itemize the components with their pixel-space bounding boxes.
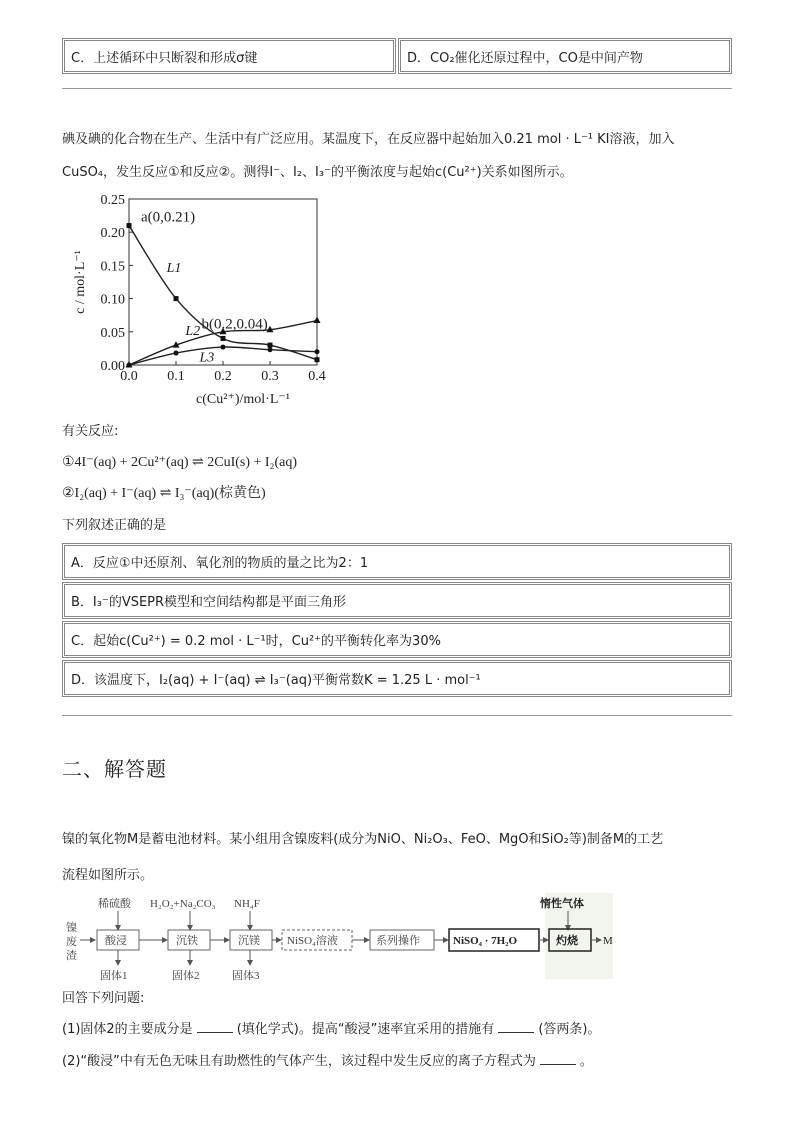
x-tick-label: 0.3 <box>261 369 279 384</box>
flow-start-1: 镍 <box>66 922 77 934</box>
process-flow-diagram <box>62 893 622 988</box>
flow-step-1: 酸浸 <box>105 935 127 947</box>
flow-step-3: 沉镁 <box>238 935 260 947</box>
y-tick-label: 0.15 <box>100 259 125 275</box>
point-L3 <box>127 363 132 368</box>
option-c[interactable]: C．起始c(Cu²⁺) = 0.2 mol · L⁻¹时，Cu²⁺的平衡转化率为30% <box>62 621 732 658</box>
solid-3: 固体3 <box>232 970 260 982</box>
y-tick-label: 0.10 <box>100 292 125 308</box>
reagent-1: 稀硫酸 <box>98 898 131 910</box>
point-L3 <box>221 345 226 350</box>
blank-1[interactable] <box>197 1020 233 1033</box>
q2-part-b: 。 <box>579 1054 593 1069</box>
q1-part-b: (填化学式)。提高“酸浸”速率宜采用的措施有 <box>236 1022 495 1037</box>
questions-heading: 回答下列问题: <box>62 991 145 1006</box>
q2-part-a: (2)“酸浸”中有无色无味且有助燃性的气体产生，该过程中发生反应的离子方程式为 <box>62 1054 536 1069</box>
reagent-2: H₂O₂+Na₂CO₃ <box>150 898 216 910</box>
x-tick-label: 0.2 <box>214 369 232 384</box>
x-tick-label: 0.4 <box>308 369 326 384</box>
top-options-row <box>62 38 732 74</box>
y-axis-label: c / mol·L⁻¹ <box>73 250 88 314</box>
annotation-b: b(0.2,0.04) <box>201 316 268 333</box>
flow-start-2: 废 <box>66 936 77 948</box>
blank-3[interactable] <box>540 1052 576 1065</box>
q1-part-c: (答两条)。 <box>538 1022 601 1037</box>
y-tick-label: 0.05 <box>100 325 125 341</box>
y-tick-label: 0.25 <box>100 193 125 208</box>
flow-step-6: NiSO₄ · 7H₂O <box>453 935 518 947</box>
question-2 <box>62 1052 593 1072</box>
flow-step-5: 系列操作 <box>376 935 420 947</box>
flow-step-2: 沉铁 <box>176 935 198 947</box>
intro-line-1: 碘及碘的化合物在生产、生活中有广泛应用。某温度下，在反应器中起始加入0.21 mol · L⁻¹ KI溶液，加入 <box>62 132 675 147</box>
point-L2 <box>314 317 321 324</box>
point-L1 <box>315 357 320 362</box>
solid-2: 固体2 <box>172 970 200 982</box>
annotation-a: a(0,0.21) <box>141 209 196 226</box>
point-L1 <box>127 223 132 228</box>
problem-line-2: 流程如图所示。 <box>62 868 154 883</box>
option-c-top[interactable]: C．上述循环中只断裂和形成σ键 <box>62 38 396 74</box>
blank-2[interactable] <box>498 1020 534 1033</box>
x-tick-label: 0.0 <box>120 369 138 384</box>
intro-line-2: CuSO₄，发生反应①和反应②。测得I⁻、I₂、I₃⁻的平衡浓度与起始c(Cu²⁺)关系如图所示。 <box>62 165 573 180</box>
reaction-2: ②I₂(aq) + I⁻(aq) ⇌ I₃⁻(aq)(棕黄色) <box>62 486 266 501</box>
flow-step-4: NiSO₄溶液 <box>287 935 338 947</box>
option-d-top[interactable]: D．CO₂催化还原过程中，CO是中间产物 <box>398 38 732 74</box>
y-tick-label: 0.00 <box>100 359 125 374</box>
flow-start-3: 渣 <box>66 950 77 962</box>
divider <box>62 88 732 89</box>
point-L3 <box>174 351 179 356</box>
option-b[interactable]: B．I₃⁻的VSEPR模型和空间结构都是平面三角形 <box>62 582 732 619</box>
section-title: 二、解答题 <box>62 757 167 781</box>
point-L3 <box>268 347 273 352</box>
question-1 <box>62 1020 600 1040</box>
concentration-chart <box>62 185 352 415</box>
flow-step-7: 灼烧 <box>556 935 578 947</box>
q1-part-a: (1)固体2的主要成分是 <box>62 1022 193 1037</box>
label-l1: L1 <box>166 261 182 277</box>
reactions-heading: 有关反应: <box>62 424 119 439</box>
option-a[interactable]: A．反应①中还原剂、氧化剂的物质的量之比为2：1 <box>62 543 732 580</box>
point-L3 <box>315 349 320 354</box>
point-L1 <box>268 343 273 348</box>
solid-1: 固体1 <box>100 970 128 982</box>
question-prompt: 下列叙述正确的是 <box>62 518 167 533</box>
reagent-4: 惰性气体 <box>540 898 584 910</box>
label-l3: L3 <box>199 350 215 366</box>
point-L1 <box>174 296 179 301</box>
x-tick-label: 0.1 <box>167 369 185 384</box>
option-d[interactable]: D．该温度下，I₂(aq) + I⁻(aq) ⇌ I₃⁻(aq)平衡常数K = 1.25 L · mol⁻¹ <box>62 660 732 697</box>
answer-options <box>62 543 732 699</box>
label-l2: L2 <box>185 324 201 340</box>
y-tick-label: 0.20 <box>100 226 125 242</box>
problem-line-1: 镍的氧化物M是蓄电池材料。某小组用含镍废料(成分为NiO、Ni₂O₃、FeO、MgO和SiO₂等)制备M的工艺 <box>62 832 664 847</box>
x-axis-label: c(Cu²⁺)/mol·L⁻¹ <box>196 392 290 407</box>
flow-end: M <box>603 935 613 947</box>
point-L1 <box>221 336 226 341</box>
divider <box>62 715 732 716</box>
reagent-3: NH₄F <box>234 898 260 910</box>
reaction-1: ①4I⁻(aq) + 2Cu²⁺(aq) ⇌ 2CuI(s) + I₂(aq) <box>62 455 297 470</box>
